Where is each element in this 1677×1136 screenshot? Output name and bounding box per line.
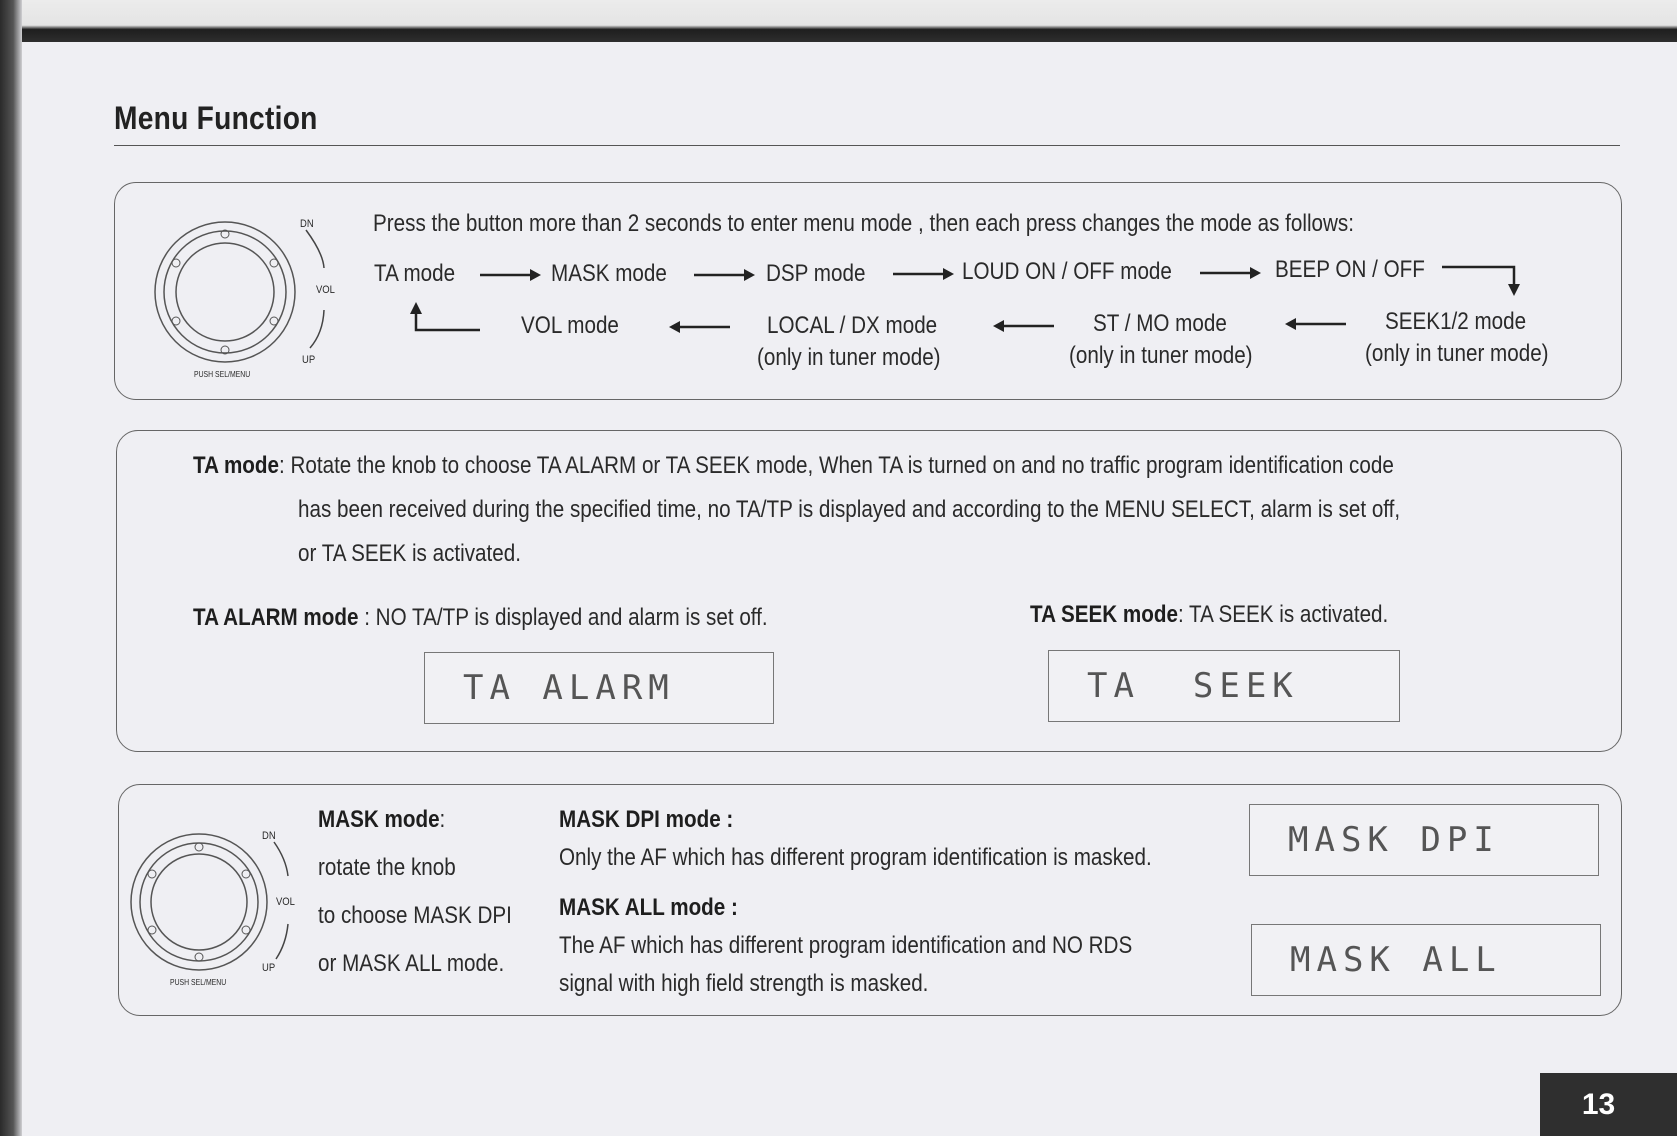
menu-intro: Press the button more than 2 seconds to enter menu mode , then each press changes the mode as follows: <box>373 210 1354 237</box>
cycle-local-note: (only in tuner mode) <box>757 344 941 371</box>
ta-mode-paragraph-line3: or TA SEEK is activated. <box>298 540 521 567</box>
lcd-display-mask-dpi: MASK DPI <box>1249 804 1599 876</box>
cycle-seek-note: (only in tuner mode) <box>1365 340 1549 367</box>
knob-label-dn: DN <box>262 830 276 842</box>
book-spine <box>0 0 22 1136</box>
knob-label-push: PUSH SEL/MENU <box>194 370 251 379</box>
cycle-ta-mode: TA mode <box>374 260 456 287</box>
knob-label-vol: VOL <box>316 284 335 296</box>
ta-seek-line: TA SEEK mode: TA SEEK is activated. <box>1030 601 1389 628</box>
knob-label-push: PUSH SEL/MENU <box>170 978 227 987</box>
knob-label-up: UP <box>262 962 276 974</box>
knob-label-vol: VOL <box>276 896 295 908</box>
ta-alarm-line: TA ALARM mode : NO TA/TP is displayed and alarm is set off. <box>193 604 768 631</box>
ta-mode-heading: TA mode <box>193 452 279 479</box>
arrow-turn-up-icon <box>404 302 484 336</box>
mask-mode-line1: rotate the knob <box>318 854 456 881</box>
cycle-dsp-mode: DSP mode <box>766 260 866 287</box>
cycle-vol-mode: VOL mode <box>521 312 619 339</box>
arrow-left-icon <box>992 319 1054 333</box>
knob-label-up: UP <box>302 354 316 366</box>
mask-mode-heading: MASK mode <box>318 806 440 833</box>
cycle-stmo-note: (only in tuner mode) <box>1069 342 1253 369</box>
cycle-local-mode: LOCAL / DX mode <box>767 312 938 339</box>
arrow-left-icon <box>1284 317 1346 331</box>
knob-icon <box>126 824 296 984</box>
cycle-loud-mode: LOUD ON / OFF mode <box>962 258 1172 285</box>
knob-icon <box>148 208 348 386</box>
title-rule <box>114 145 1620 146</box>
arrow-right-icon <box>893 267 955 281</box>
arrow-turn-down-icon <box>1442 262 1522 298</box>
cycle-mask-mode: MASK mode <box>551 260 667 287</box>
mask-mode-line3: or MASK ALL mode. <box>318 950 505 977</box>
ta-mode-paragraph-line2: has been received during the specified time, no TA/TP is displayed and according to the MENU SELECT, alarm is set off, <box>298 496 1401 523</box>
arrow-right-icon <box>480 268 542 282</box>
lcd-display-ta-seek: TA SEEK <box>1048 650 1400 722</box>
mask-mode-line2: to choose MASK DPI <box>318 902 512 929</box>
cycle-stmo-mode: ST / MO mode <box>1093 310 1227 337</box>
ta-alarm-heading: TA ALARM mode <box>193 604 359 631</box>
mask-dpi-text: Only the AF which has different program identification is masked. <box>559 844 1152 871</box>
arrow-right-icon <box>694 268 756 282</box>
ta-mode-paragraph-line1: TA mode: Rotate the knob to choose TA ALARM or TA SEEK mode, When TA is turned on and no traffic program identification code <box>193 452 1394 479</box>
lcd-display-ta-alarm: TA ALARM <box>424 652 774 724</box>
arrow-left-icon <box>668 320 730 334</box>
lcd-display-mask-all: MASK ALL <box>1251 924 1601 996</box>
mask-dpi-heading: MASK DPI mode : <box>559 806 734 833</box>
mask-all-text-line2: signal with high field strength is masked. <box>559 970 929 997</box>
ta-seek-heading: TA SEEK mode <box>1030 601 1178 628</box>
arrow-right-icon <box>1200 266 1262 280</box>
mask-all-text-line1: The AF which has different program identification and NO RDS <box>559 932 1133 959</box>
mask-all-heading: MASK ALL mode : <box>559 894 738 921</box>
page-number: 13 <box>1540 1073 1677 1136</box>
knob-label-dn: DN <box>300 218 314 230</box>
cycle-seek-mode: SEEK1/2 mode <box>1385 308 1527 335</box>
cycle-beep-mode: BEEP ON / OFF <box>1275 256 1425 283</box>
top-edge <box>0 0 1677 42</box>
page-title: Menu Function <box>114 100 318 136</box>
mask-mode-heading-line: MASK mode: <box>318 806 446 833</box>
